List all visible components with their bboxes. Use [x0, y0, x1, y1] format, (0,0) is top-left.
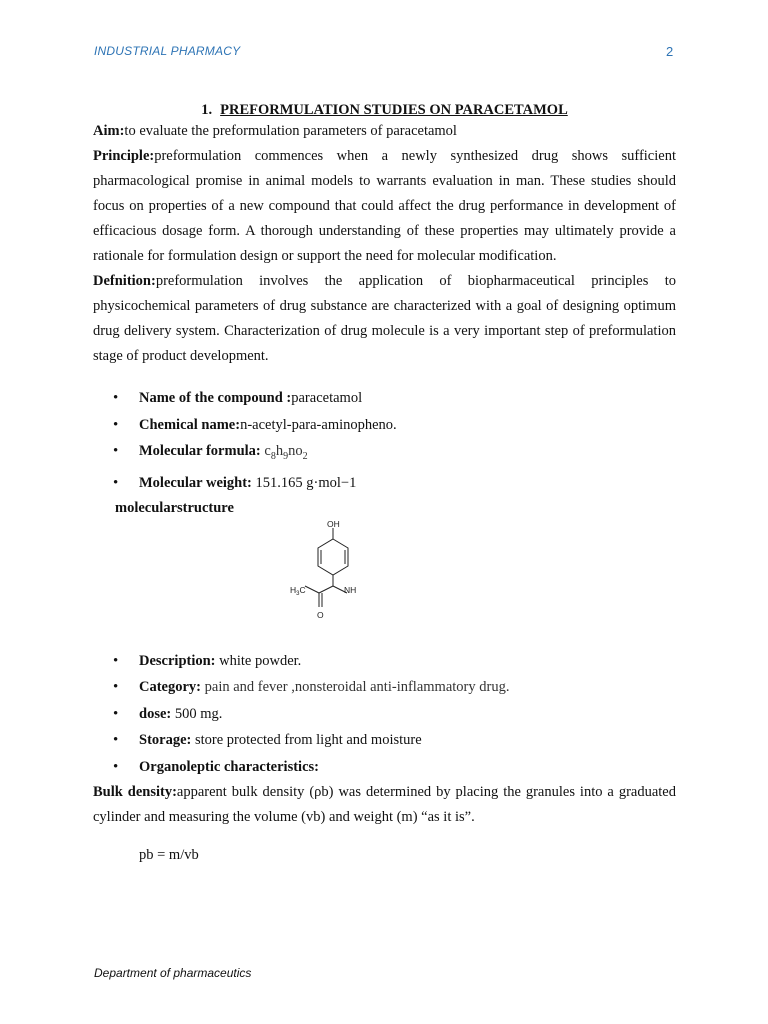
item-label: Molecular formula: — [139, 443, 265, 459]
paracetamol-structure-diagram — [288, 518, 428, 640]
item-label: Organoleptic characteristics: — [139, 758, 319, 775]
molecular-structure-label: molecularstructure — [115, 499, 234, 516]
item-label: dose: — [139, 705, 172, 722]
bulk-density-label: Bulk density: — [93, 784, 177, 801]
item-label: Name of the compound : — [139, 390, 292, 406]
list-item-organoleptic — [93, 754, 676, 781]
item-value: 151.165 g·mol−1 — [255, 475, 357, 492]
list-item-dose — [93, 701, 676, 728]
page-number: 2 — [666, 44, 674, 59]
nh-label: NH — [344, 584, 357, 595]
section-number: 1. — [201, 102, 213, 118]
oh-label: OH — [327, 518, 340, 529]
item-value: paracetamol — [291, 390, 363, 406]
list-item-description — [93, 648, 676, 675]
item-value: pain and fever ,nonsteroidal anti-inflammatory drug. — [201, 679, 510, 696]
drug-details-list — [93, 648, 676, 781]
list-item-compound-name — [93, 385, 676, 412]
section-title-text: PREFORMULATION STUDIES ON PARACETAMOL — [220, 102, 568, 118]
item-label: Storage: — [139, 732, 192, 749]
aim-label: Aim: — [93, 123, 125, 139]
list-item-category — [93, 674, 676, 701]
item-value: $c_8h_9no_2$ — [264, 443, 308, 462]
list-item-molecular-formula — [93, 438, 676, 470]
compound-properties-list — [93, 385, 676, 497]
item-label: Category: — [139, 679, 202, 696]
running-header: INDUSTRIAL PHARMACY — [94, 44, 241, 58]
item-value: 500 mg. — [171, 705, 223, 722]
item-value: white powder. — [215, 652, 302, 669]
running-footer: Department of pharmaceutics — [94, 966, 252, 980]
item-value: n-acetyl-para-aminopheno. — [240, 416, 397, 433]
definition-text: preformulation involves the application of biopharmaceutical principles to physicochemical parameters of drug substance are characterized with a goal of designing optimum drug delivery system. Characterization of drug molecule is a very important step of preformulation stage of product development. — [93, 273, 676, 364]
list-item-storage — [93, 727, 676, 754]
principle-paragraph — [93, 144, 676, 269]
bulk-density-paragraph — [93, 780, 676, 830]
oxygen-label: O — [317, 609, 324, 620]
document-body — [93, 102, 676, 866]
aim-paragraph — [93, 119, 676, 144]
bulk-density-text: apparent bulk density (ρb) was determined by placing the granules into a graduated cylinder and measuring the volume (vb) and weight (m) “as it is”. — [93, 784, 676, 826]
item-label: Molecular weight: — [139, 475, 256, 492]
list-item-molecular-weight — [93, 470, 676, 497]
item-value: store protected from light and moisture — [191, 732, 422, 749]
bulk-density-formula: pb = m/vb — [139, 847, 199, 864]
section-title — [93, 102, 676, 119]
list-item-chemical-name — [93, 412, 676, 439]
methyl-label: $H_3C$ — [290, 584, 306, 597]
principle-text: preformulation commences when a newly synthesized drug shows sufficient pharmacological promise in animal models to warrants evaluation in man. These studies should focus on properties of a new compound that could affect the drug performance in development of efficacious dosage form. A thorough understanding of these properties may ultimately provide a rationale for formulation design or support the need for molecular modification. — [93, 148, 676, 264]
molecular-structure-figure — [288, 518, 428, 640]
item-label: Description: — [139, 652, 216, 669]
definition-label: Defnition: — [93, 273, 156, 289]
principle-label: Principle: — [93, 148, 155, 164]
definition-paragraph — [93, 269, 676, 369]
aim-text: to evaluate the preformulation parameters of paracetamol — [124, 123, 457, 139]
item-label: Chemical name: — [139, 416, 241, 433]
